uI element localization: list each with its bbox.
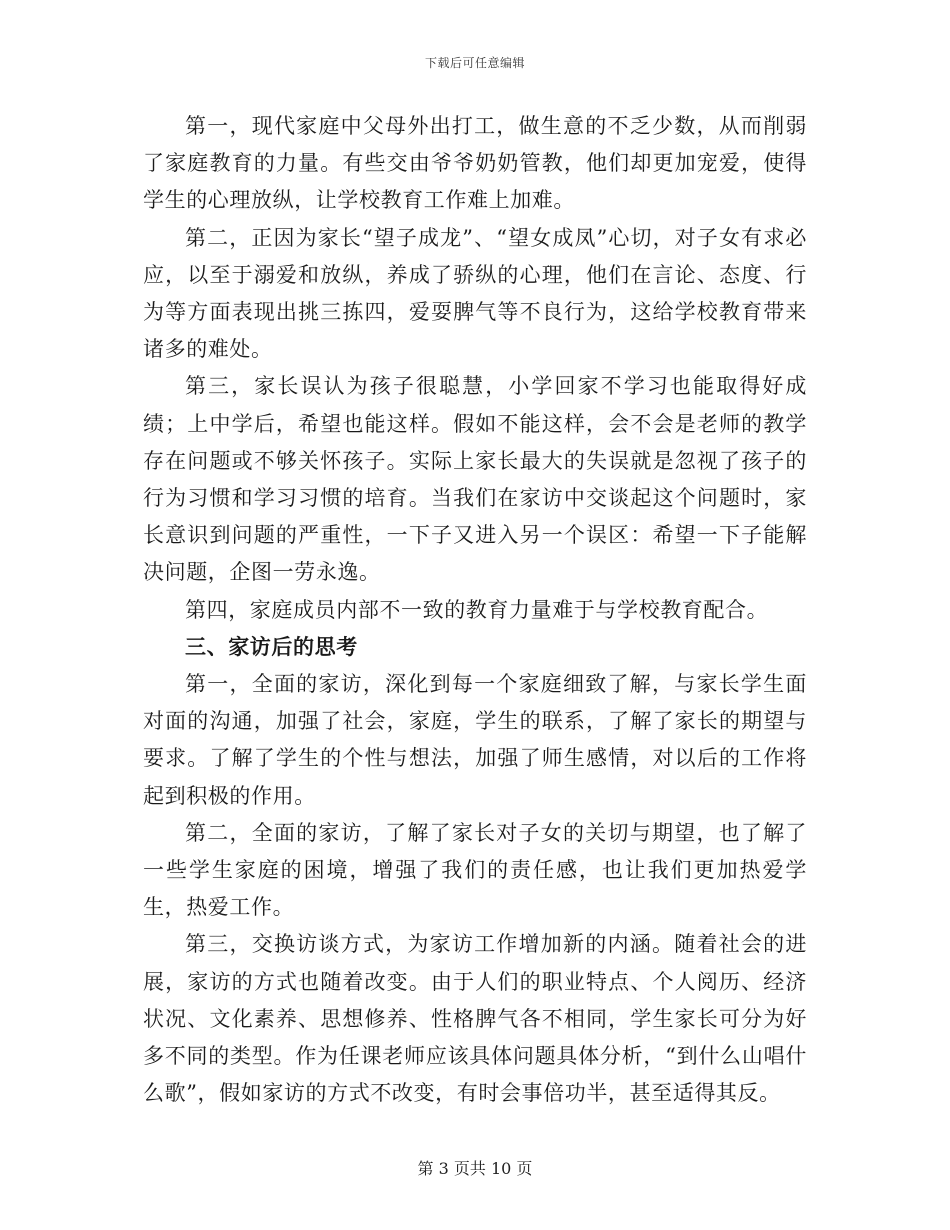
- paragraph-5: 第一，全面的家访，深化到每一个家庭细致了解，与家长学生面对面的沟通，加强了社会，家庭，学生的联系，了解了家长的期望与要求。了解了学生的个性与想法，加强了师生感情，对以后的工作将起到积极的作用。: [143, 672, 807, 808]
- paragraph-6: 第二，全面的家访，了解了家长对子女的关切与期望，也了解了一些学生家庭的困境，增强了我们的责任感，也让我们更加热爱学生，热爱工作。: [143, 820, 807, 920]
- document-body: [143, 108, 807, 1112]
- section-heading: 三、家访后的思考: [185, 634, 358, 659]
- paragraph-4: 第四，家庭成员内部不一致的教育力量难于与学校教育配合。: [185, 597, 769, 622]
- page-number: 第 3 页共 10 页: [417, 1159, 533, 1178]
- header-note: 下载后可任意编辑: [424, 56, 525, 70]
- paragraph-2: 第二，正因为家长“望子成龙”、“望女成凤”心切，对子女有求必应，以至于溺爱和放纵，养成了骄纵的心理，他们在言论、态度、行为等方面表现出挑三拣四，爱耍脾气等不良行为，这给学校教育带来诸多的难处。: [143, 225, 807, 362]
- paragraph-3: 第三，家长误认为孩子很聪慧，小学回家不学习也能取得好成绩；上中学后，希望也能这样。假如不能这样，会不会是老师的教学存在问题或不够关怀孩子。实际上家长最大的失误就是忽视了孩子的行为习惯和学习习惯的培育。当我们在家访中交谈起这个问题时，家长意识到问题的严重性，一下子又进入另一个误区：希望一下子能解决问题，企图一劳永逸。: [143, 374, 807, 585]
- paragraph-1: 第一，现代家庭中父母外出打工，做生意的不乏少数，从而削弱了家庭教育的力量。有些交由爷爷奶奶管教，他们却更加宠爱，使得学生的心理放纵，让学校教育工作难上加难。: [143, 114, 807, 213]
- paragraph-7: 第三，交换访谈方式，为家访工作增加新的内涵。随着社会的进展，家访的方式也随着改变。由于人们的职业特点、个人阅历、经济状况、文化素养、思想修养、性格脾气各不相同，学生家长可分为好多不同的类型。作为任课老师应该具体问题具体分析，“到什么山唱什么歌”，假如家访的方式不改变，有时会事倍功半，甚至适得其反。: [143, 932, 807, 1106]
